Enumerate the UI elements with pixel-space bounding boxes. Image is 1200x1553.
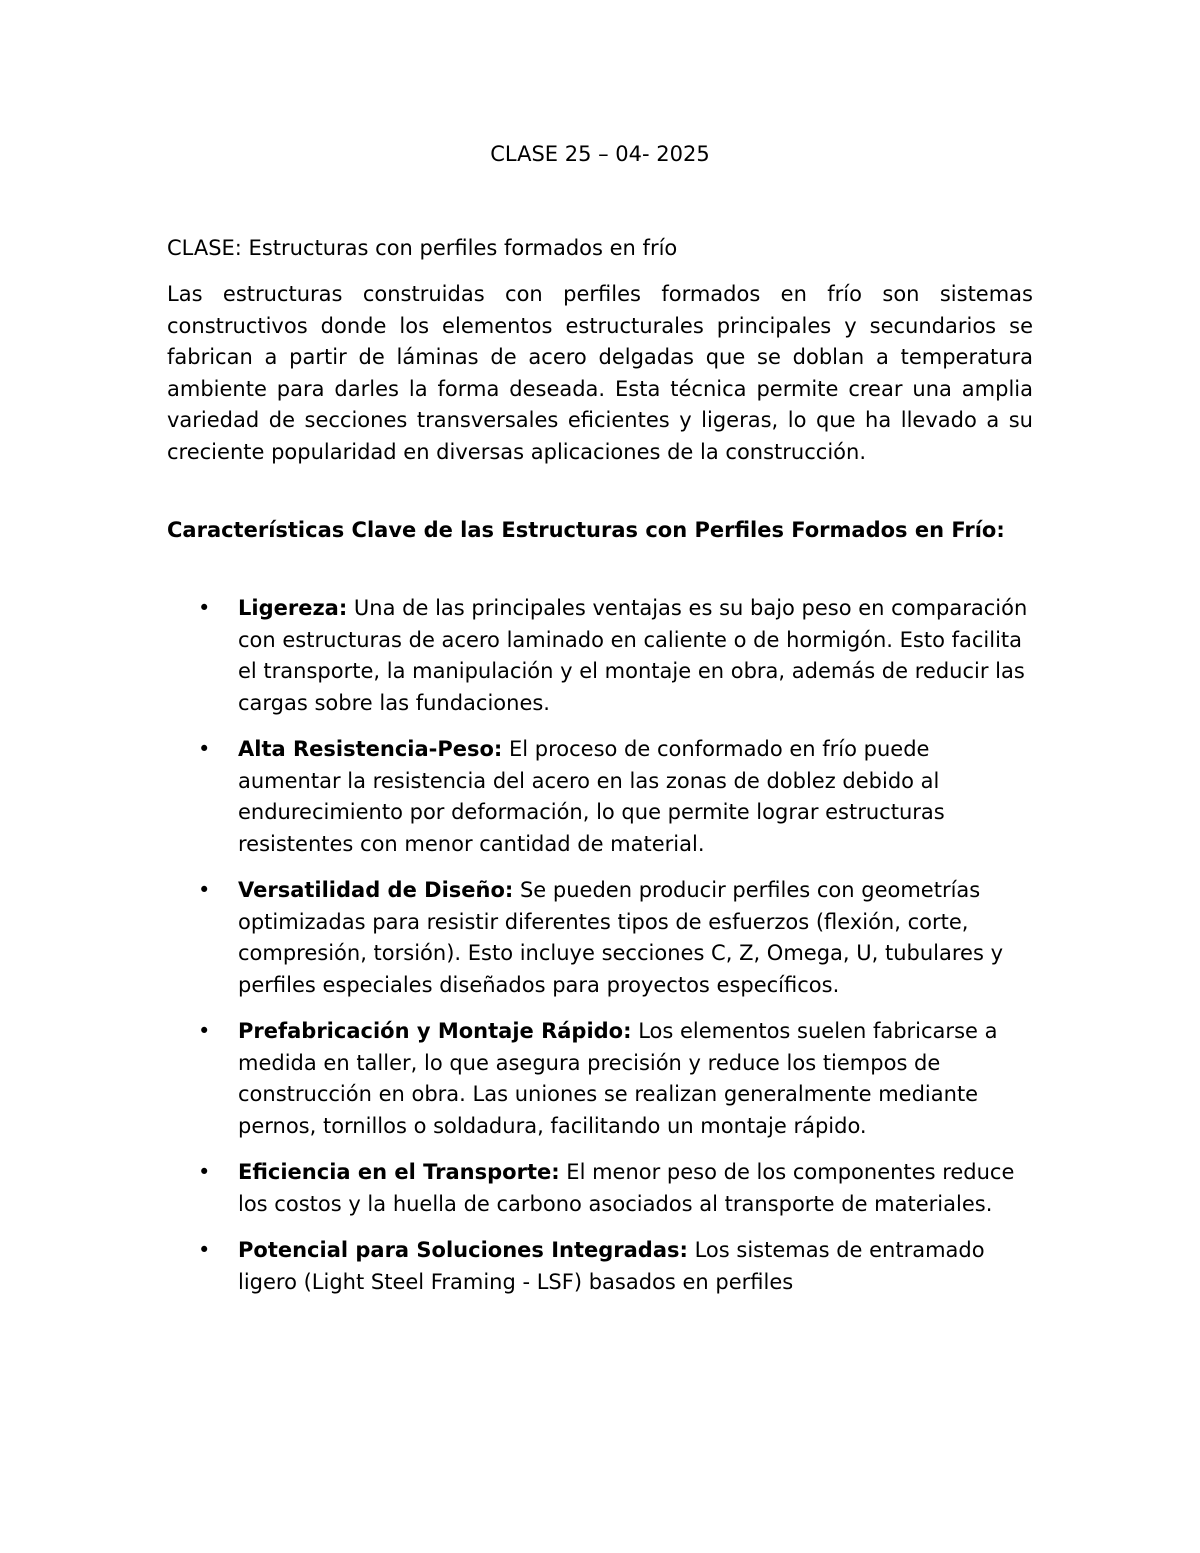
feature-text: Una de las principales ventajas es su bajo peso en comparación con estructuras de acero laminado en caliente o de hormigón. Esto facilita el transporte, la manipulación y el montaje en obra, además de reducir las cargas sobre las fundaciones. bbox=[238, 596, 1028, 715]
bullet-icon: • bbox=[198, 596, 211, 620]
list-item bbox=[167, 1016, 1033, 1142]
intro-paragraph: Las estructuras construidas con perfiles formados en frío son sistemas constructivos donde los elementos estructurales principales y secundarios se fabrican a partir de láminas de acero delgadas que se doblan a temperatura ambiente para darles la forma deseada. Esta técnica permite crear una amplia variedad de secciones transversales eficientes y ligeras, lo que ha llevado a su creciente popularidad en diversas aplicaciones de la construcción. bbox=[167, 282, 1033, 464]
bullet-icon: • bbox=[198, 1160, 211, 1184]
feature-text: Los sistemas de entramado ligero (Light Steel Framing - LSF) basados en perfiles bbox=[238, 1238, 985, 1294]
features-list bbox=[167, 593, 1033, 1313]
feature-title: Eficiencia en el Transporte: bbox=[238, 1160, 560, 1184]
list-item bbox=[167, 1235, 1033, 1298]
list-item bbox=[167, 593, 1033, 719]
bullet-icon: • bbox=[198, 737, 211, 761]
bullet-icon: • bbox=[198, 1019, 211, 1043]
feature-text: Se pueden producir perfiles con geometrías optimizadas para resistir diferentes tipos de esfuerzos (flexión, corte, compresión, torsión). Esto incluye secciones C, Z, Omega, U, tubulares y perfiles especiales diseñados para proyectos específicos. bbox=[238, 878, 1004, 997]
feature-text: El menor peso de los componentes reduce los costos y la huella de carbono asociados al transporte de materiales. bbox=[238, 1160, 1015, 1216]
feature-title: Versatilidad de Diseño: bbox=[238, 878, 514, 902]
bullet-icon: • bbox=[198, 878, 211, 902]
feature-title: Prefabricación y Montaje Rápido: bbox=[238, 1019, 632, 1043]
list-item bbox=[167, 734, 1033, 860]
feature-text: Los elementos suelen fabricarse a medida en taller, lo que asegura precisión y reduce los tiempos de construcción en obra. Las uniones se realizan generalmente mediante pernos, tornillos o soldadura, facilitando un montaje rápido. bbox=[238, 1019, 998, 1138]
document-title: CLASE 25 – 04- 2025 bbox=[490, 142, 710, 166]
feature-text: El proceso de conformado en frío puede aumentar la resistencia del acero en las zonas de doblez debido al endurecimiento por deformación, lo que permite lograr estructuras resistentes con menor cantidad de material. bbox=[238, 737, 945, 856]
class-subtitle: CLASE: Estructuras con perfiles formados en frío bbox=[167, 236, 678, 260]
feature-title: Potencial para Soluciones Integradas: bbox=[238, 1238, 688, 1262]
feature-title: Alta Resistencia-Peso: bbox=[238, 737, 503, 761]
list-item bbox=[167, 875, 1033, 1001]
list-item bbox=[167, 1157, 1033, 1220]
bullet-icon: • bbox=[198, 1238, 211, 1262]
section-heading: Características Clave de las Estructuras con Perfiles Formados en Frío: bbox=[167, 518, 1005, 542]
feature-title: Ligereza: bbox=[238, 596, 348, 620]
